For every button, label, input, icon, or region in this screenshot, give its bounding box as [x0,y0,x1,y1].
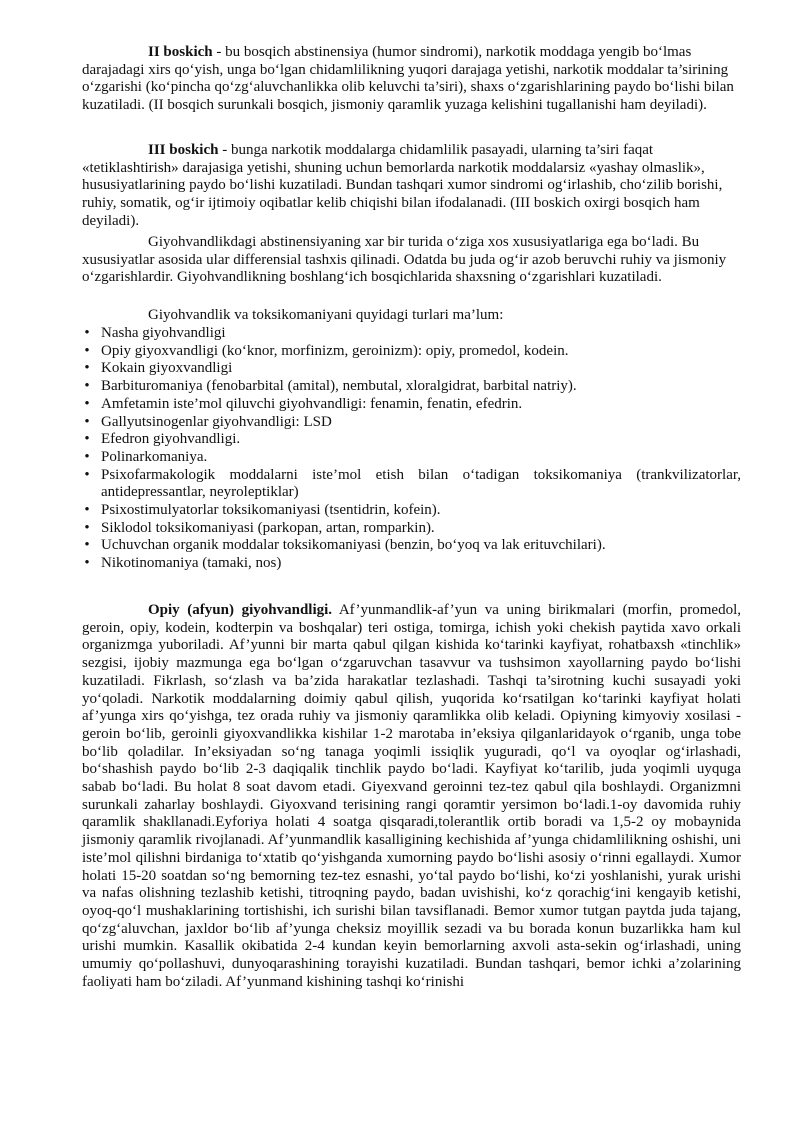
bullet-icon: • [84,378,90,395]
bullet-icon: • [84,413,90,430]
bullet-icon: • [84,555,90,572]
bullet-icon: • [84,342,90,359]
list-item-text: Gallyutsinogenlar giyohvandligi: LSD [101,413,332,430]
list-item [82,360,741,378]
list-item [82,396,741,414]
list-item-text: Nikotinomaniya (tamaki, nos) [101,555,282,572]
list-item [82,343,741,361]
paragraph-abstinence: Giyohvandlikdagi abstinensiyaning xar bir turida o‘ziga xos xususiyatlariga ega bo‘ladi. Bu xususiyatlar asosida ular differensial tashxis qilinadi. Odatda bu juda og‘ir azob beruvchi ruhiy va jismoniy o‘zgarishlardir. Giyohvandlikning boshlang‘ich bosqichlarida shaxsning o‘zgarishlari kuzatiladi. [82,234,727,286]
bullet-icon: • [84,448,90,465]
list-item [82,449,741,467]
opium-text: Af’yunmandlik-af’yun va uning birikmalari (morfin, promedol, geroin, opiy, kodein, kodterpin va boshqalar) teri ostiga, tomirga, ichish yoki chekish paytida xavo orkali organizmga yuboriladi. Af’yunni bir marta qabul qilgan kishida ko‘tarinki kayfiyat, rohatbaxsh «tinchlik» sezgisi, ijobiy mazmunga ega bo‘lgan o‘zgaruvchan tasavvur va tushsimon xayollarning paydo bo‘lishi kuzatiladi. Fikrlash, so‘zlash va ba’zida harakatlar tezlashadi. Tashqi ta’sirotning kuchi susayadi yoki yo‘qoladi. Narkotik moddalarning doimiy qabul qilish, yuqorida ko‘rsatilgan ko‘tarinki kayfiyat holati af’yunga xirs qo‘yishga, tez orada ruhiy va jismoniy qaramlikka olib keladi. Opiyning kimyoviy xosilasi - geroin bo‘lib, geroinli giyoxvandlikka kishilar 1-2 marotaba in’eksiya qilganlaridayok o‘rganib, unga tobe bo‘lib qoladilar. In’eksiyadan so‘ng tanaga yoqimli issiqlik yuguradi, qo‘l va oyoqlar og‘irlashadi, bo‘shashish paydo bo‘lib 2-3 daqiqalik tinchlik paydo bo‘ladi. Kayfiyat ko‘tarilib, juda yoqimli uyquga sabab bo‘ladi. Bu holat 8 soat davom etadi. Giyexvand geroinni tez-tez qabul qila boshlaydi. Organizmni surunkali zaharlay boshlaydi. Giyoxvand terisining rangi qoramtir yersimon bo‘ladi.1-oy davomida ruhiy qaramlik shakllanadi.Eyforiya holati 4 soatga qisqaradi,tolerantlik ortib boradi va 1,5-2 oy mobaynida jismoniy qaramlik rivojlanadi. Af’yunmandlik kasalligining kechishida af’yunga chidamlilikning oshishi, uni iste’mol qilishni birdaniga to‘xtatib qo‘yishganda xumorning paydo bo‘lishi asosiy o‘rinni egallaydi. Xumor holati 15-20 soatdan so‘ng bemorning tez-tez esnashi, yo‘tal paydo bo‘lishi, ko‘zi yoshlanishi, yurak urishi va nafas olishning tezlashib ketishi, titroqning paydo, badan uvishishi, ko‘z qorachig‘ini kengayib ketishi, oyoq-qo‘l mushaklarining tortishishi, ich surishi bilan tavsiflanadi. Bemor xumor tutgan paytda juda tajang, qo‘zg‘aluvchan, jaxldor bo‘lib af’yunga cheksiz moyillik sezadi va bu borada konun buzarlikka ham kul urishi mumkin. Kasallik okibatida 2-4 kundan keyin bemorlarning axvoli asta-sekin og‘irlashadi, uning umumiy qo‘pollashuvi, dunyoqarashining torayishi kuzatiladi. Bundan tashqari, bemor ichki a’zolarining faoliyati ham bo‘ziladi. Af’yunmand kishining tashqi ko‘rinishi [82,602,742,990]
list-item-text: Barbituromaniya (fenobarbital (amital), nembutal, xloralgidrat, barbital natriy). [101,378,577,395]
list-item-text: Amfetamin iste’mol qiluvchi giyohvandligi: fenamin, fenatin, efedrin. [101,395,523,412]
list-item [82,431,741,449]
types-list-container [82,325,741,573]
list-item-text: Siklodol toksikomaniyasi (parkopan, artan, romparkin). [101,519,435,536]
paragraph-stage-3 [82,142,741,231]
paragraph-stage-2 [82,44,741,115]
list-item-text: Kokain giyoxvandligi [101,360,233,377]
bullet-icon: • [84,360,90,377]
bullet-icon: • [84,466,90,483]
list-item-text: Uchuvchan organik moddalar toksikomaniyasi (benzin, bo‘yoq va lak erituvchilari). [101,537,606,554]
stage-2-heading: II boskich [148,44,213,60]
bullet-icon: • [84,325,90,341]
list-item-text: Psixostimulyatorlar toksikomaniyasi (tsentidrin, kofein). [101,502,441,519]
list-item [82,325,741,343]
stage-3-text: - bunga narkotik moddalarga chidamlilik pasayadi, ularning ta’siri faqat «tetiklashtirish» darajasiga yetishi, shuning uchun bemorlarda narkotik moddalarsiz «yashay olmaslik», hususiyatlarining paydo bo‘lishi kuzatiladi. Bundan tashqari xumor sindromi og‘irlashib, cho‘zilib borishi, ruhiy, somatik, og‘ir ijtimoiy oqibatlar kelib chiqishi bilan ifodalanadi. (III boskich oxirgi bosqich ham deyiladi). [82,142,723,229]
list-item-text: Nasha giyohvandligi [101,325,226,341]
list-item [82,520,741,538]
list-item-text: Polinarkomaniya. [101,448,208,465]
stage-3-heading: III boskich [148,142,219,158]
bullet-icon: • [84,431,90,448]
list-item [82,555,741,573]
paragraph-opium [82,602,741,991]
list-item [82,378,741,396]
types-list [82,325,741,573]
opium-heading: Opiy (afyun) giyohvandligi. [148,602,333,618]
list-item [82,537,741,555]
list-item [82,502,741,520]
stage-2-text: - bu bosqich abstinensiya (humor sindromi), narkotik moddaga yengib bo‘lmas darajadagi xirs qo‘yish, unga bo‘lgan chidamlilikning yuqori darajaga yetishi, narkotik moddalar ta’sirining o‘zgarishi (ko‘pincha qo‘zg‘aluvchanlikka olib keluvchi ta’siri), shaxs o‘zgarishlarining paydo bo‘lishi bilan kuzatiladi. (II bosqich surunkali bosqich, jismoniy qaramlik yuzaga kelishini tugallanishi ham deyiladi). [82,44,734,114]
bullet-icon: • [84,395,90,412]
bullet-icon: • [84,519,90,536]
bullet-icon: • [84,537,90,554]
list-item-text: Efedron giyohvandligi. [101,431,241,448]
list-item [82,467,741,502]
list-item [82,414,741,432]
types-intro: Giyohvandlik va toksikomaniyani quyidagi turlari ma’lum: [148,307,504,323]
list-item-text: Opiy giyoxvandligi (ko‘knor, morfinizm, geroinizm): opiy, promedol, kodein. [101,342,569,359]
bullet-icon: • [84,502,90,519]
list-item-text: Psixofarmakologik moddalarni iste’mol etish bilan o‘tadigan toksikomaniya (trankvilizatorlar, antidepressantlar, neyroleptiklar) [101,466,741,501]
